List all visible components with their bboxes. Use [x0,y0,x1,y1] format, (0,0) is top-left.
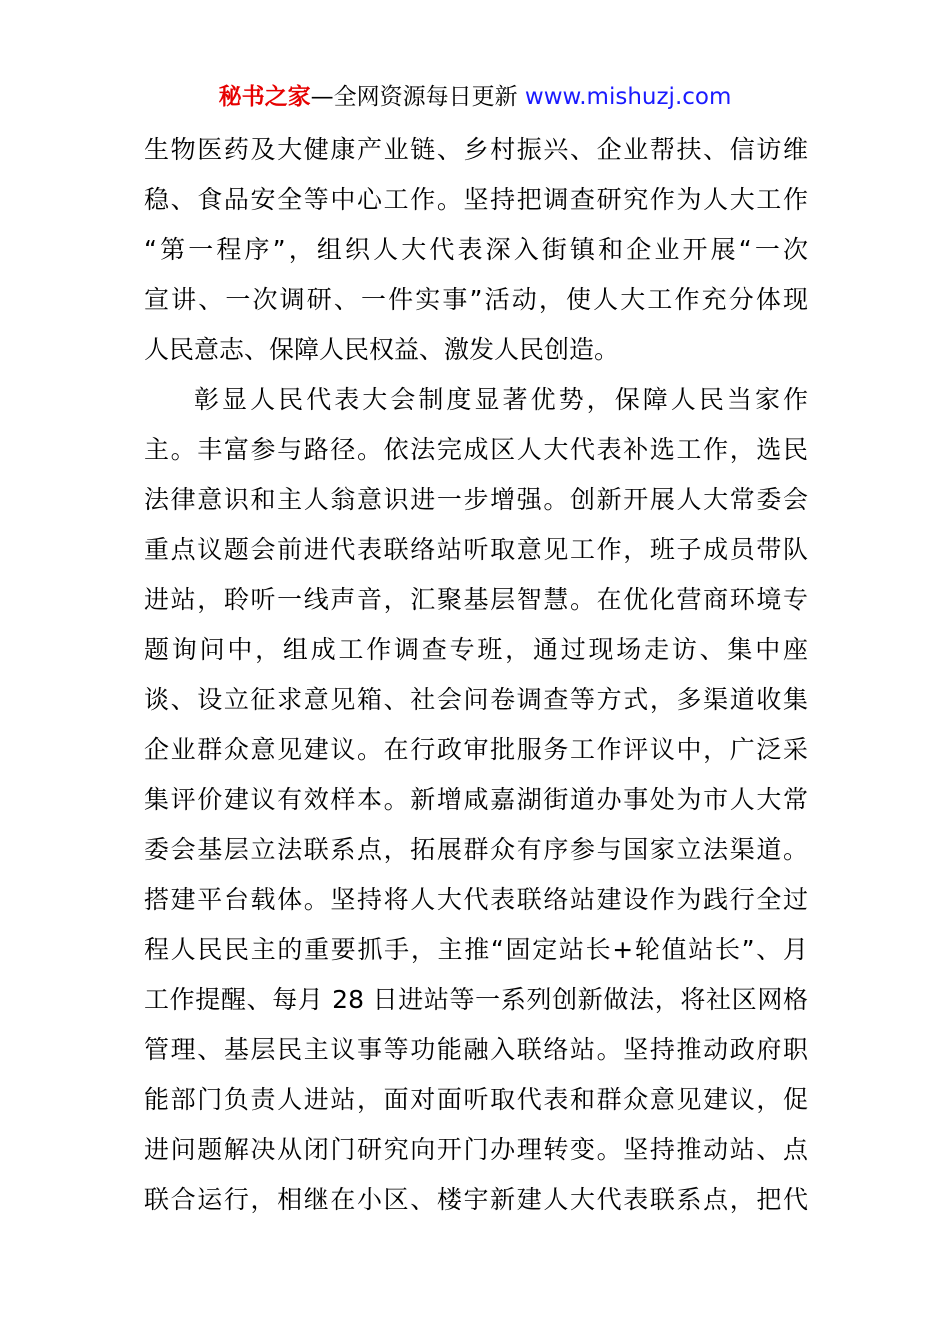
text-line: 生物医药及大健康产业链、乡村振兴、企业帮扶、信访维 [144,135,808,164]
text-line: 集评价建议有效样本。新增咸嘉湖街道办事处为市人大常 [144,785,808,814]
text-line: 工作提醒、每月 28 日进站等一系列创新做法，将社区网格 [144,985,808,1014]
text-line: 企业群众意见建议。在行政审批服务工作评议中，广泛采 [144,735,808,764]
text-line: 程人民民主的重要抓手，主推“固定站长+轮值站长”、月 [144,935,808,964]
text-line: 宣讲、一次调研、一件实事”活动，使人大工作充分体现 [144,285,808,314]
text-line: 搭建平台载体。坚持将人大代表联络站建设作为践行全过 [144,885,808,914]
text-line: 法律意识和主人翁意识进一步增强。创新开展人大常委会 [144,485,808,514]
text-line: 人民意志、保障人民权益、激发人民创造。 [144,335,620,364]
text-line: 稳、食品安全等中心工作。坚持把调查研究作为人大工作 [144,185,808,214]
text-line: 重点议题会前进代表联络站听取意见工作，班子成员带队 [144,535,808,564]
site-header [0,82,950,112]
text-line: 题询问中，组成工作调查专班，通过现场走访、集中座 [144,635,808,664]
document-body [144,125,808,1225]
text-line: 谈、设立征求意见箱、社会问卷调查等方式，多渠道收集 [144,685,808,714]
site-tagline: —全网资源每日更新 [310,84,525,110]
text-line: 委会基层立法联系点，拓展群众有序参与国家立法渠道。 [144,835,808,864]
paragraph-first-line: 彰显人民代表大会制度显著优势，保障人民当家作 [194,385,808,414]
site-brand: 秘书之家 [218,84,311,110]
text-line: 联合运行，相继在小区、楼宇新建人大代表联系点，把代 [144,1185,808,1214]
text-line: “第一程序”，组织人大代表深入街镇和企业开展“一次 [144,235,808,264]
text-line: 进站，聆听一线声音，汇聚基层智慧。在优化营商环境专 [144,585,808,614]
site-url-link[interactable]: www.mishuzj.com [524,84,732,110]
text-line: 进问题解决从闭门研究向开门办理转变。坚持推动站、点 [144,1135,808,1164]
text-line: 能部门负责人进站，面对面听取代表和群众意见建议，促 [144,1085,808,1114]
text-line: 主。丰富参与路径。依法完成区人大代表补选工作，选民 [144,435,808,464]
text-line: 管理、基层民主议事等功能融入联络站。坚持推动政府职 [144,1035,808,1064]
